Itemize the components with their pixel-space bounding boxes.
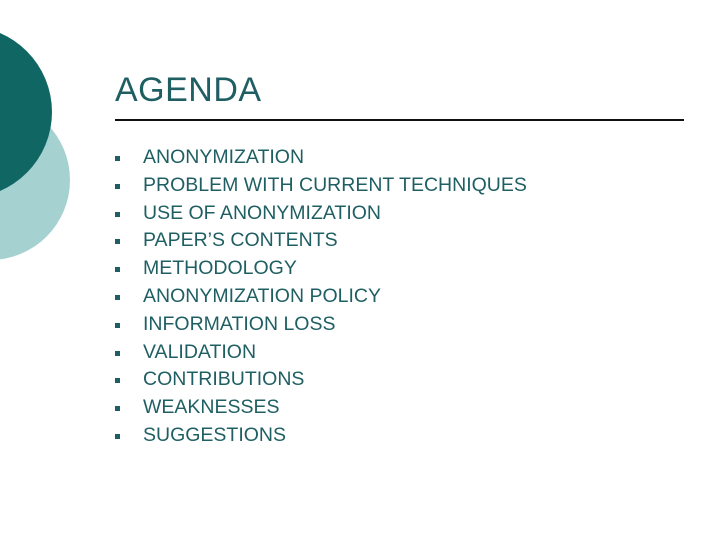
slide-title: AGENDA: [115, 71, 262, 109]
agenda-item-text: METHODOLOGY: [143, 257, 297, 280]
agenda-item-text: INFORMATION LOSS: [143, 312, 336, 335]
agenda-item-text: WEAKNESSES: [143, 396, 280, 419]
square-bullet-icon: [115, 184, 120, 189]
square-bullet-icon: [115, 156, 120, 161]
square-bullet-icon: [115, 434, 120, 439]
square-bullet-icon: [115, 212, 120, 217]
square-bullet-icon: [115, 378, 120, 383]
square-bullet-icon: [115, 239, 120, 244]
agenda-item-text: ANONYMIZATION POLICY: [143, 284, 381, 307]
square-bullet-icon: [115, 351, 120, 356]
decorative-circles: [0, 0, 120, 300]
agenda-item-text: VALIDATION: [143, 340, 257, 363]
title-divider: [115, 119, 684, 121]
agenda-item-text: USE OF ANONYMIZATION: [143, 201, 381, 224]
agenda-item-text: PROBLEM WITH CURRENT TECHNIQUES: [143, 173, 527, 196]
agenda-item-text: ANONYMIZATION: [143, 146, 305, 168]
decorative-circles-graphic: [0, 0, 120, 300]
square-bullet-icon: [115, 323, 120, 328]
agenda-item-text: SUGGESTIONS: [143, 423, 287, 446]
square-bullet-icon: [115, 267, 120, 272]
square-bullet-icon: [115, 406, 120, 411]
square-bullet-icon: [115, 295, 120, 300]
agenda-item-text: CONTRIBUTIONS: [143, 368, 305, 391]
agenda-item-text: PAPER’S CONTENTS: [143, 229, 338, 252]
